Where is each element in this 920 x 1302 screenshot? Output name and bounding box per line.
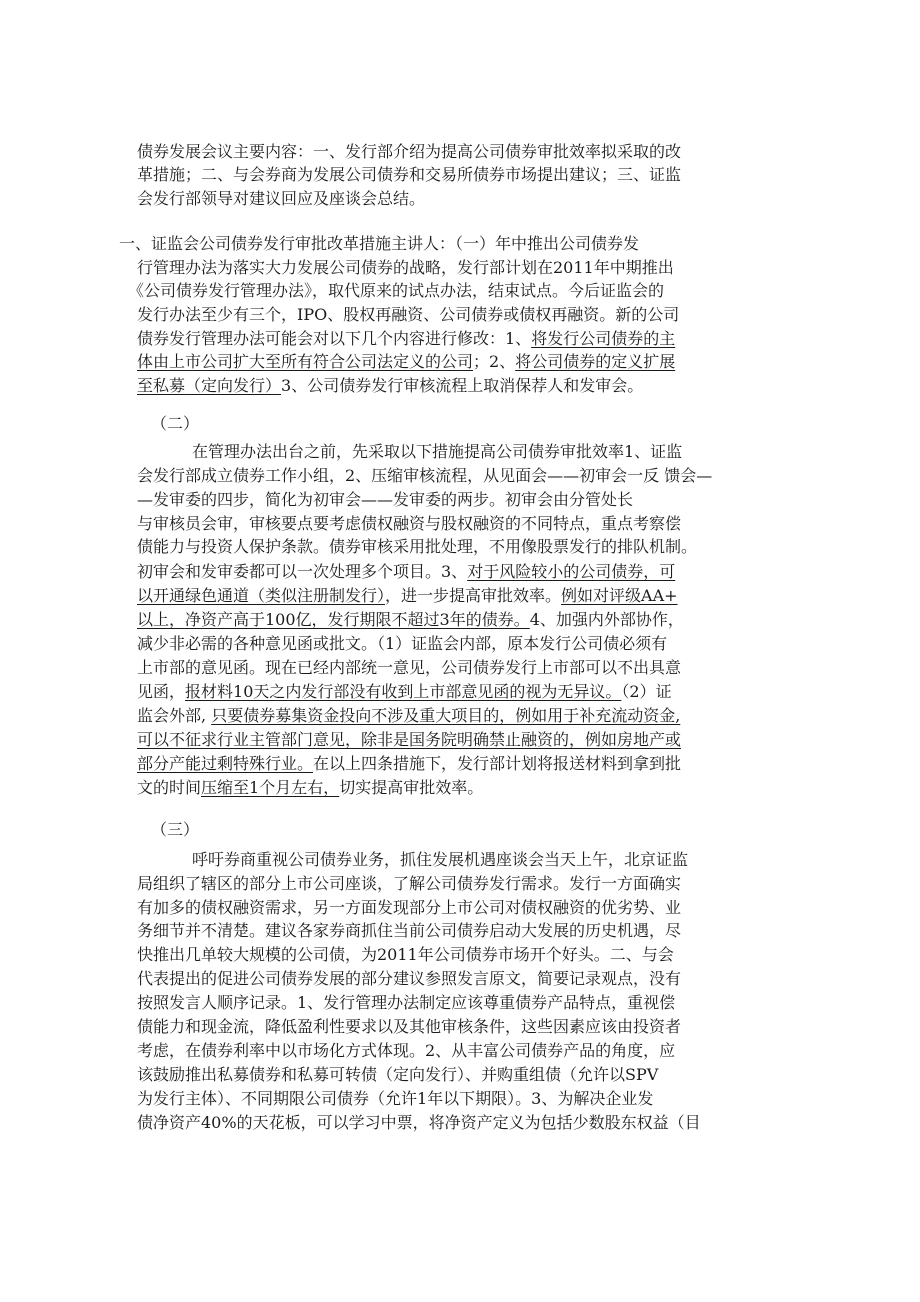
underlined-text: 部分产能过剩特殊行业。 [137, 754, 314, 773]
text-segment: 见函， [137, 682, 186, 701]
text-line [137, 681, 672, 703]
text-line [119, 233, 639, 255]
text-segment: 切实提高审批效率。 [339, 778, 484, 797]
text-segment: 呼吁券商重视公司债券业务，抓住发展机遇座谈会当天上午，北京证监 [192, 850, 689, 869]
text-segment: 在以上四条措施下，发行部计划将报送材料到拿到批 [313, 754, 682, 773]
text-line [137, 188, 425, 210]
text-line [137, 1040, 675, 1062]
text-segment: 行管理办法为落实大力发展公司债券的战略，发行部计划在2011年中期推出 [137, 258, 674, 277]
text-line [137, 465, 712, 487]
text-line [137, 1112, 701, 1134]
text-segment: 3、公司债券发行审核流程上取消保荐人和发审会。 [281, 376, 644, 395]
text-line [192, 441, 682, 463]
text-line [137, 141, 681, 163]
text-line [137, 920, 681, 942]
text-line [137, 351, 675, 373]
text-line [137, 1064, 658, 1086]
underlined-text: 对于风险较小的公司债券，可 [467, 562, 676, 581]
text-segment: 债券发行管理办法可能会对以下几个内容进行修改：1、 [137, 329, 532, 348]
text-segment: （2）证 [621, 682, 672, 701]
text-segment: 局组织了辖区的部分上市公司座谈，了解公司债券发行需求。发行一方面确实 [137, 874, 682, 893]
text-line [137, 585, 678, 607]
text-segment: 会发行部成立债券工作小组，2、压缩审核流程，从见面会——初审会一反 馈会— [137, 466, 713, 485]
text-segment: （二） [151, 414, 200, 433]
underlined-text: 将公司债券的定义扩展 [515, 352, 676, 371]
text-line [137, 705, 680, 727]
text-segment: 代表提出的促进公司债券发展的部分建议参照发言原文，简要记录观点，没有 [137, 969, 682, 988]
text-segment: 债净资产40%的天花板，可以学习中票，将净资产定义为包括少数股东权益（目 [137, 1113, 701, 1132]
text-line [137, 328, 675, 350]
text-line [137, 375, 643, 397]
underlined-text: 至私募（定向发行） [137, 376, 282, 395]
text-segment: 4、加强内外部协作， [529, 610, 684, 629]
text-line [137, 968, 681, 990]
text-line [137, 609, 684, 631]
text-line [137, 777, 483, 799]
text-line [137, 992, 675, 1014]
text-line [137, 873, 681, 895]
text-segment: ，进一步提高审批效率。 [385, 586, 562, 605]
underlined-text: 以开通绿色通道（类似注册制发行） [137, 586, 386, 605]
text-line [137, 304, 679, 326]
text-segment: 减少非必需的各种意见函或批文。（1）证监会内部，原本发行公司债必须有 [137, 634, 668, 653]
text-line [137, 164, 681, 186]
underlined-text: 报材料10天之内发行部没有收到上市部意见函的视为无异议。 [185, 682, 622, 701]
text-line [137, 1088, 653, 1110]
underlined-text: 将发行公司债券的主 [531, 329, 676, 348]
text-segment: 与审核员会审，审核要点要考虑债权融资与股权融资的不同特点，重点考察偿 [137, 514, 682, 533]
underlined-text: 可以不征求行业主管部门意见，除非是国务院明确禁止融资的，例如房地产或 [137, 730, 682, 749]
text-segment: 一、证监会公司债券发行审批改革措施主讲人：（一）年中推出公司债券发 [119, 234, 640, 253]
text-segment: 文的时间 [137, 778, 202, 797]
underlined-text: 体由上市公司扩大至所有符合公司法定义的公司 [137, 352, 474, 371]
underlined-text: 以上，净资产高于100亿，发行期限不超过3年的债券。 [137, 610, 530, 629]
text-segment: 有加多的债权融资需求，另一方面发现部分上市公司对债权融资的优劣势、业 [137, 898, 682, 917]
text-line [137, 513, 681, 535]
text-line [137, 897, 681, 919]
text-segment: 该鼓励推出私募债券和私募可转债（定向发行）、并购重组债（允许以SPV [137, 1065, 659, 1084]
text-segment: 革措施；二、与会券商为发展公司债券和交易所债券市场提出建议；三、证监 [137, 165, 682, 184]
text-segment: 务细节并不清楚。建议各家券商抓住当前公司债券启动大发展的历史机遇，尽 [137, 921, 682, 940]
text-segment: 债券发展会议主要内容：一、发行部介绍为提高公司债券审批效率拟采取的改 [137, 142, 682, 161]
text-segment: 债能力和现金流，降低盈利性要求以及其他审核条件，这些因素应该由投资者 [137, 1017, 682, 1036]
text-segment: ；2、 [473, 352, 516, 371]
underlined-text: 只要债券募集资金投向不涉及重大项目的，例如用于补充流动资金, [211, 706, 681, 725]
text-line [137, 657, 681, 679]
text-line [137, 489, 633, 511]
text-line [137, 561, 675, 583]
text-segment: 上市部的意见函。现在已经内部统一意见，公司债券发行上市部可以不出具意 [137, 658, 682, 677]
text-segment: 发行办法至少有三个，IPO、股权再融资、公司债券或债权再融资。新的公司 [137, 305, 680, 324]
text-line [192, 849, 688, 871]
text-segment: 考虑，在债券利率中以市场化方式体现。2、从丰富公司债券产品的角度，应 [137, 1041, 676, 1060]
text-line [137, 257, 674, 279]
text-line [151, 413, 199, 435]
text-segment: 按照发言人顺序记录。1、发行管理办法制定应该尊重债券产品特点，重视偿 [137, 993, 676, 1012]
text-segment: 为发行主体）、不同期限公司债券（允许1年以下期限）。3、为解决企业发 [137, 1089, 654, 1108]
underlined-text: 压缩至1个月左右， [201, 778, 340, 797]
text-segment: （三） [151, 820, 200, 839]
text-line [137, 753, 681, 775]
underlined-text: 例如对评级AA+ [561, 586, 678, 605]
text-segment: 债能力与投资人保护条款。债券审核采用批处理，不用像股票发行的排队机制。 [137, 537, 698, 556]
text-line [128, 280, 664, 302]
text-segment: 在管理办法出台之前，先采取以下措施提高公司债券审批效率1、证监 [192, 442, 683, 461]
text-segment: 《公司债券发行管理办法》，取代原来的试点办法，结束试点。今后证监会的 [128, 281, 665, 300]
text-line [137, 944, 674, 966]
text-line [137, 633, 667, 655]
text-line [151, 819, 199, 841]
text-segment: —发审委的四步，简化为初审会——发审委的两步。初审会由分管处长 [137, 490, 634, 509]
text-segment: 初审会和发审委都可以一次处理多个项目。3、 [137, 562, 468, 581]
text-line [137, 536, 697, 558]
text-segment: 会发行部领导对建议回应及座谈会总结。 [137, 189, 426, 208]
text-segment: 快推出几单较大规模的公司债，为2011年公司债券市场开个好头。二、与会 [137, 945, 674, 964]
text-line [137, 1016, 681, 1038]
text-segment: 监会外部, [137, 706, 212, 725]
text-line [137, 729, 681, 751]
